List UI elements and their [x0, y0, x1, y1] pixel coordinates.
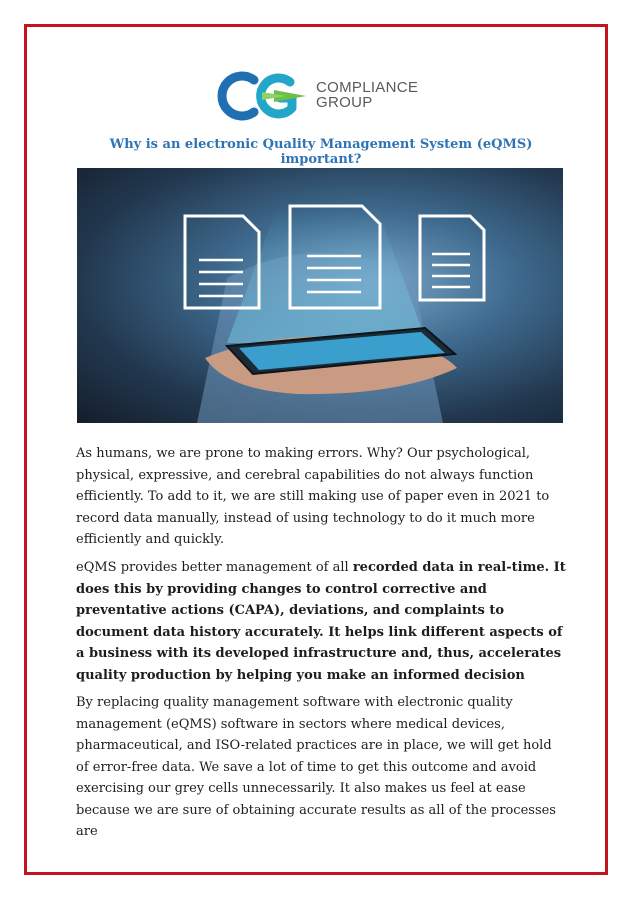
compliance-group-logo [214, 70, 434, 122]
hero-image [77, 168, 563, 423]
page-title: Why is an electronic Quality Management System (eQMS) important? [109, 137, 533, 167]
paragraph-2-bold: recorded data in real-time. It does this by providing changes to control corrective and preventative actions (CAPA), deviations, and complaints to document data history accurately. It helps link different aspects of a business with its developed infrastructure and, thus, accelerates quality production by helping you make an informed decision [76, 560, 566, 683]
logo-line-1: COMPLIANCE [316, 79, 419, 96]
hand-tablet-documents-illustration [77, 168, 563, 423]
paragraph-1: As humans, we are prone to making errors. Why? Our psychological, physical, expressive, and cerebral capabilities do not always function efficiently. To add to it, we are still making use of paper even in 2021 to record data manually, instead of using technology to do it much more efficiently and quickly. [76, 446, 550, 547]
cg-logo-icon [214, 70, 314, 122]
document-icon-right [420, 216, 484, 300]
logo-wordmark [316, 80, 418, 110]
paragraph-2 [76, 557, 568, 686]
paragraph-3: By replacing quality management software with electronic quality management (eQMS) software in sectors where medical devices, pharmaceutical, and ISO-related practices are in place, we will get hold of error-free data. We save a lot of time to get this outcome and avoid exercising our grey cells unnecessarily. It also makes us feel at ease because we are sure of obtaining accurate results as all of the processes are [76, 695, 556, 839]
logo-line-2: GROUP [316, 94, 373, 111]
paragraph-2-normal: eQMS provides better management of all [76, 560, 353, 575]
